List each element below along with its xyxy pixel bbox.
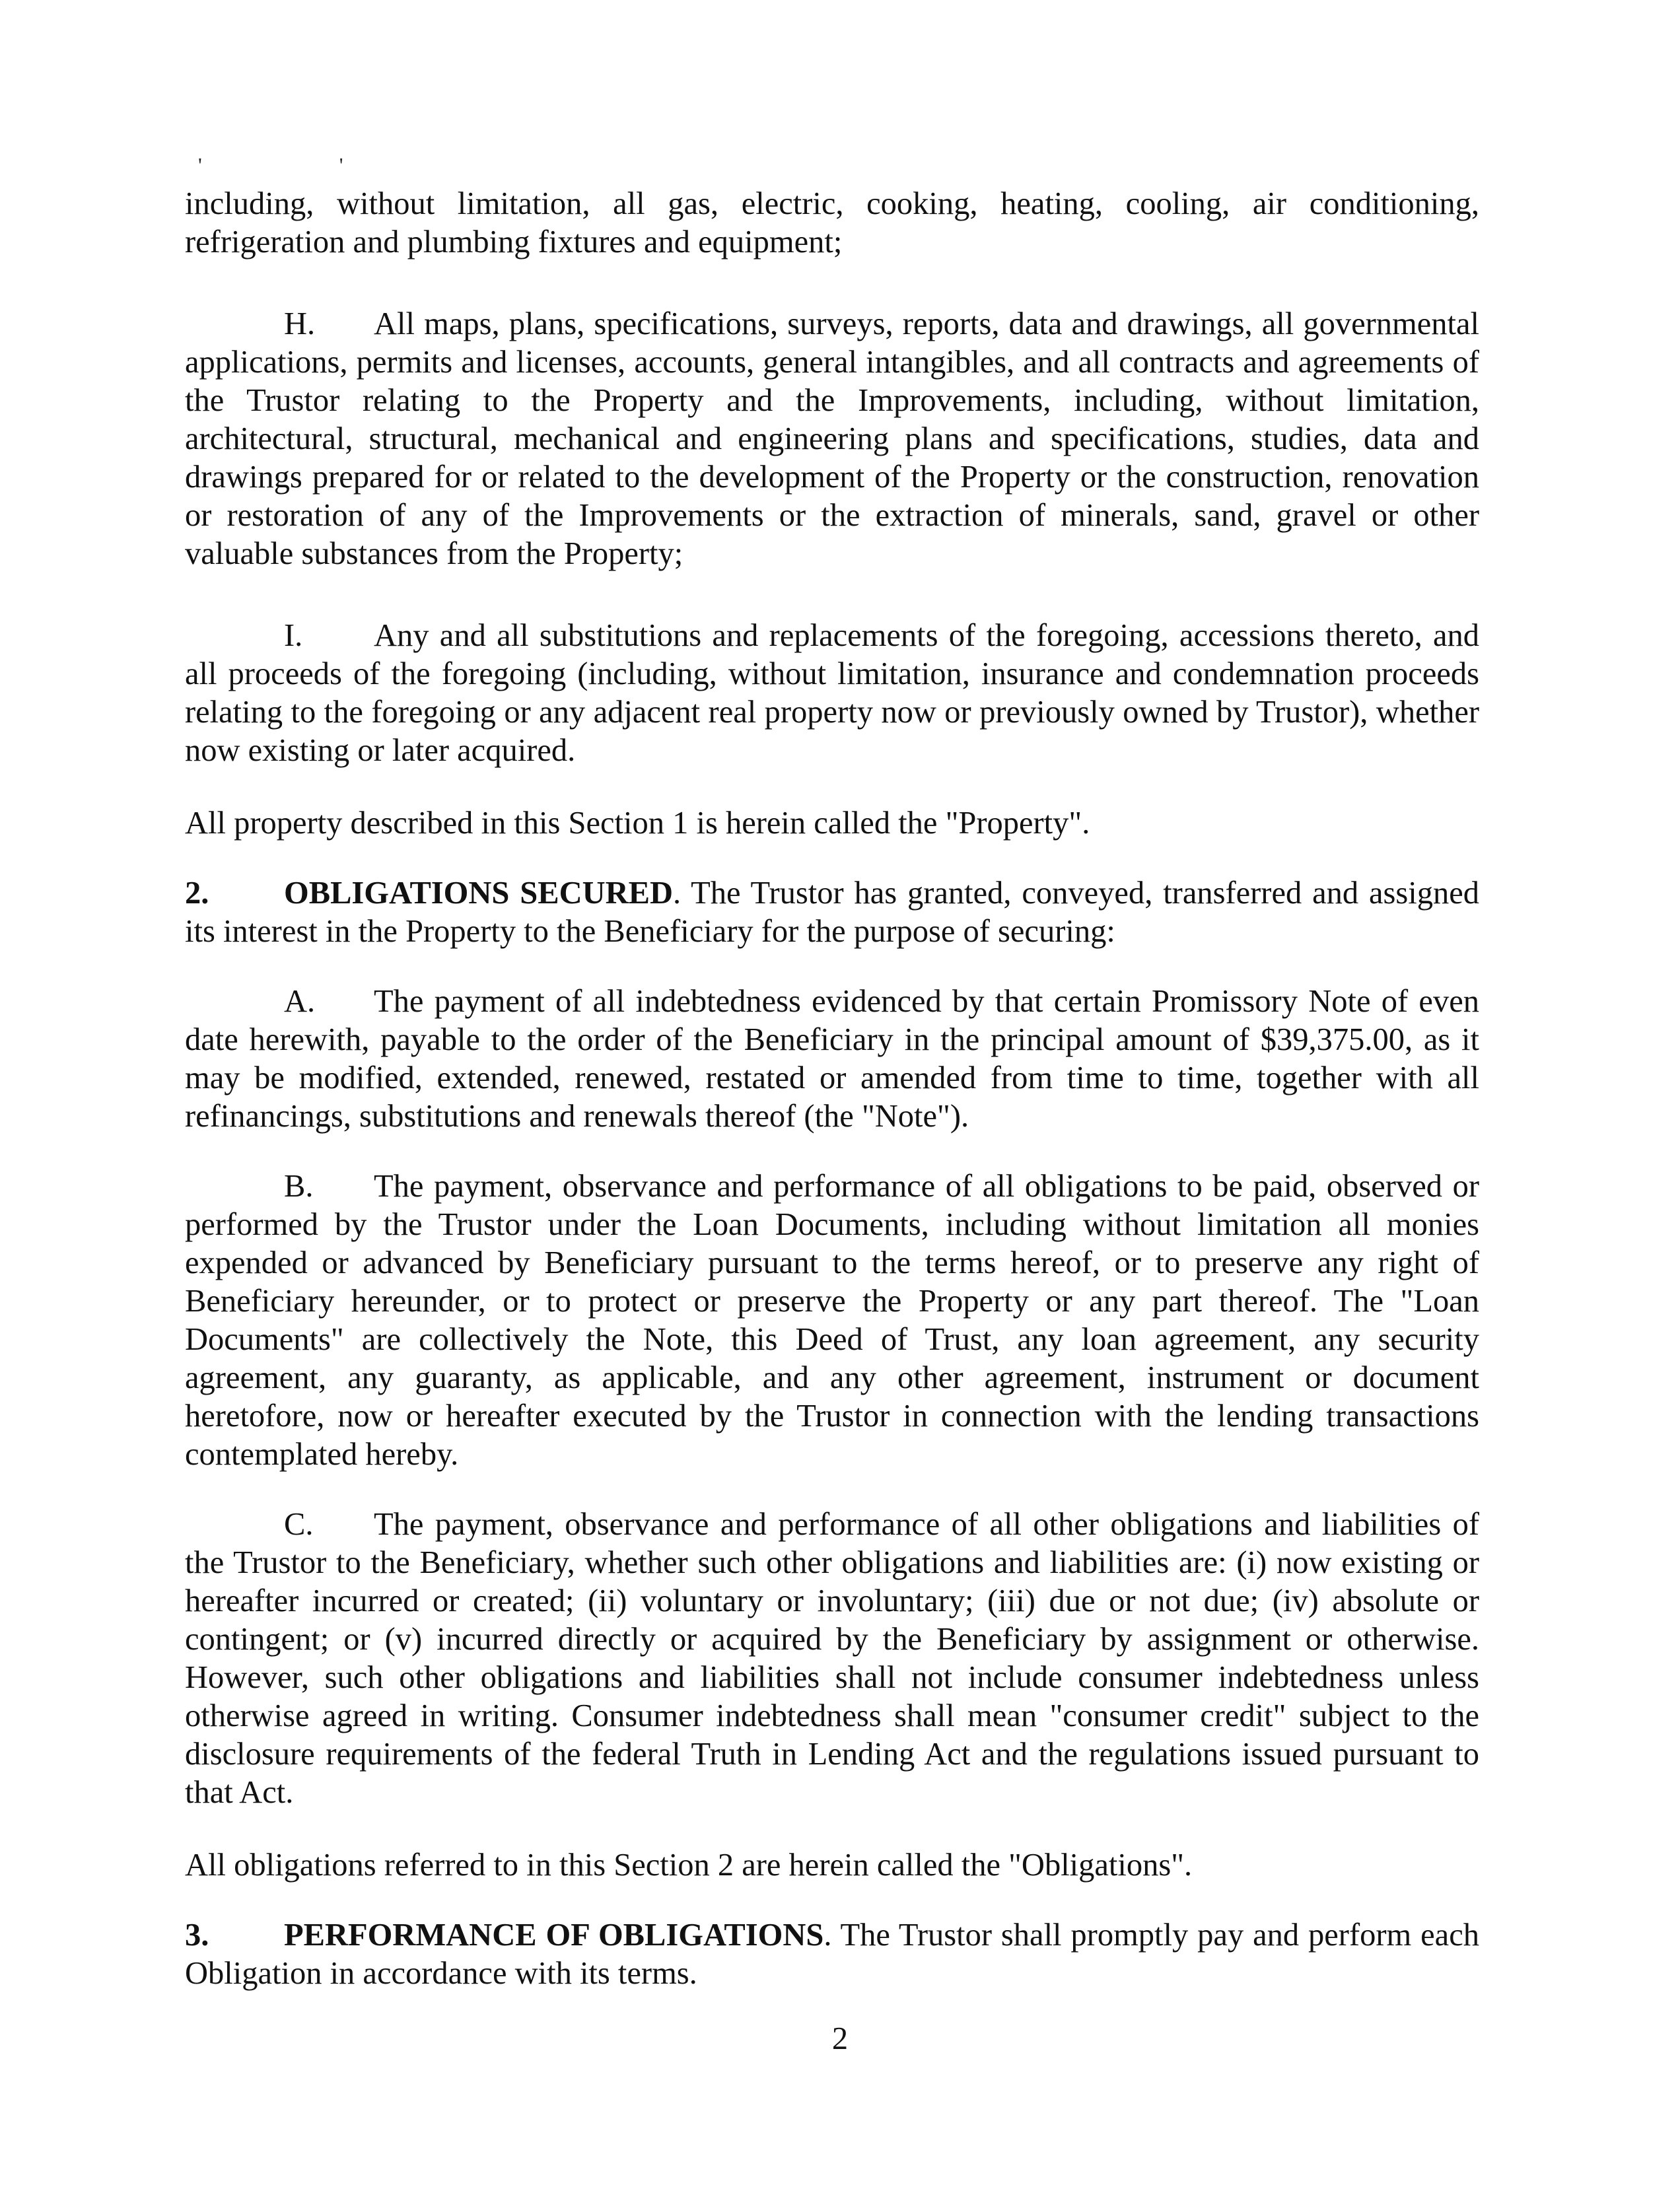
section3-text: . The Trustor shall promptly pay and perform each Obligation in accordance with its terms. xyxy=(185,1918,1479,1991)
item-b-paragraph xyxy=(185,1167,1479,1474)
item-i-label: I. xyxy=(284,618,303,653)
document-body xyxy=(185,185,1479,1993)
item-h-paragraph xyxy=(185,305,1479,573)
section3-paragraph xyxy=(185,1916,1479,1993)
continued-paragraph: including, without limitation, all gas, electric, cooking, heating, cooling, air conditioning, refrigeration and plumbing fixtures and equipment; xyxy=(185,186,1479,260)
item-c-paragraph xyxy=(185,1506,1479,1812)
section2-intro: . The Trustor has granted, conveyed, transferred and assigned its interest in the Property to the Beneficiary for the purpose of securing: xyxy=(185,876,1479,949)
section2-heading: OBLIGATIONS SECURED xyxy=(284,876,674,911)
item-a-text: The payment of all indebtedness evidenced by that certain Promissory Note of even date herewith, payable to the order of the Beneficiary in the principal amount of $39,375.00, as it may be modified, extended, renewed, restated or amended from time to time, together with all refinancings, substitutions and renewals thereof (the "Note"). xyxy=(185,984,1479,1134)
section3-heading: PERFORMANCE OF OBLIGATIONS xyxy=(284,1918,824,1953)
page-number: 2 xyxy=(831,2021,849,2056)
item-c-text: The payment, observance and performance of all other obligations and liabilities of the Trustor to the Beneficiary, whether such other obligations and liabilities are: (i) now existing or hereafter incurred or created; (ii) voluntary or involuntary; (iii) due or not due; (iv) absolute or contingent; or (v) incurred directly or acquired by the Beneficiary by assignment or otherwise. However, such other obligations and liabilities shall not include consumer indebtedness unless otherwise agreed in writing. Consumer indebtedness shall mean "consumer credit" subject to the disclosure requirements of the federal Truth in Lending Act and the regulations issued pursuant to that Act. xyxy=(185,1507,1479,1810)
item-a-label: A. xyxy=(284,984,316,1019)
item-b-label: B. xyxy=(284,1169,314,1204)
scan-marks: ' ' xyxy=(198,153,409,177)
section2-summary: All obligations referred to in this Section 2 are herein called the "Obligations". xyxy=(185,1848,1193,1883)
section2-number: 2. xyxy=(185,876,209,911)
item-i-text: Any and all substitutions and replacements of the foregoing, accessions thereto, and all proceeds of the foregoing (including, without limitation, insurance and condemnation proceeds relating to the foregoing or any adjacent real property now or previously owned by Trustor), whether now existing or later acquired. xyxy=(185,618,1479,768)
item-b-text: The payment, observance and performance of all obligations to be paid, observed or performed by the Trustor under the Loan Documents, including without limitation all monies expended or advanced by Beneficiary pursuant to the terms hereof, or to preserve any right of Beneficiary hereunder, or to protect or preserve the Property or any part thereof. The "Loan Documents" are collectively the Note, this Deed of Trust, any loan agreement, any security agreement, any guaranty, as applicable, and any other agreement, instrument or document heretofore, now or hereafter executed by the Trustor in connection with the lending transactions contemplated hereby. xyxy=(185,1169,1479,1472)
section3-number: 3. xyxy=(185,1918,209,1953)
item-a-paragraph xyxy=(185,983,1479,1136)
item-i-paragraph xyxy=(185,617,1479,770)
item-h-label: H. xyxy=(284,306,316,341)
item-h-text: All maps, plans, specifications, surveys, reports, data and drawings, all governmental applications, permits and licenses, accounts, general intangibles, and all contracts and agreements of the Trustor relating to the Property and the Improvements, including, without limitation, architectural, structural, mechanical and engineering plans and specifications, studies, data and drawings prepared for or related to the development of the Property or the construction, renovation or restoration of any of the Improvements or the extraction of minerals, sand, gravel or other valuable substances from the Property; xyxy=(185,306,1479,571)
item-c-label: C. xyxy=(284,1507,314,1542)
section2-paragraph xyxy=(185,874,1479,951)
section1-summary: All property described in this Section 1 is herein called the "Property". xyxy=(185,806,1090,841)
